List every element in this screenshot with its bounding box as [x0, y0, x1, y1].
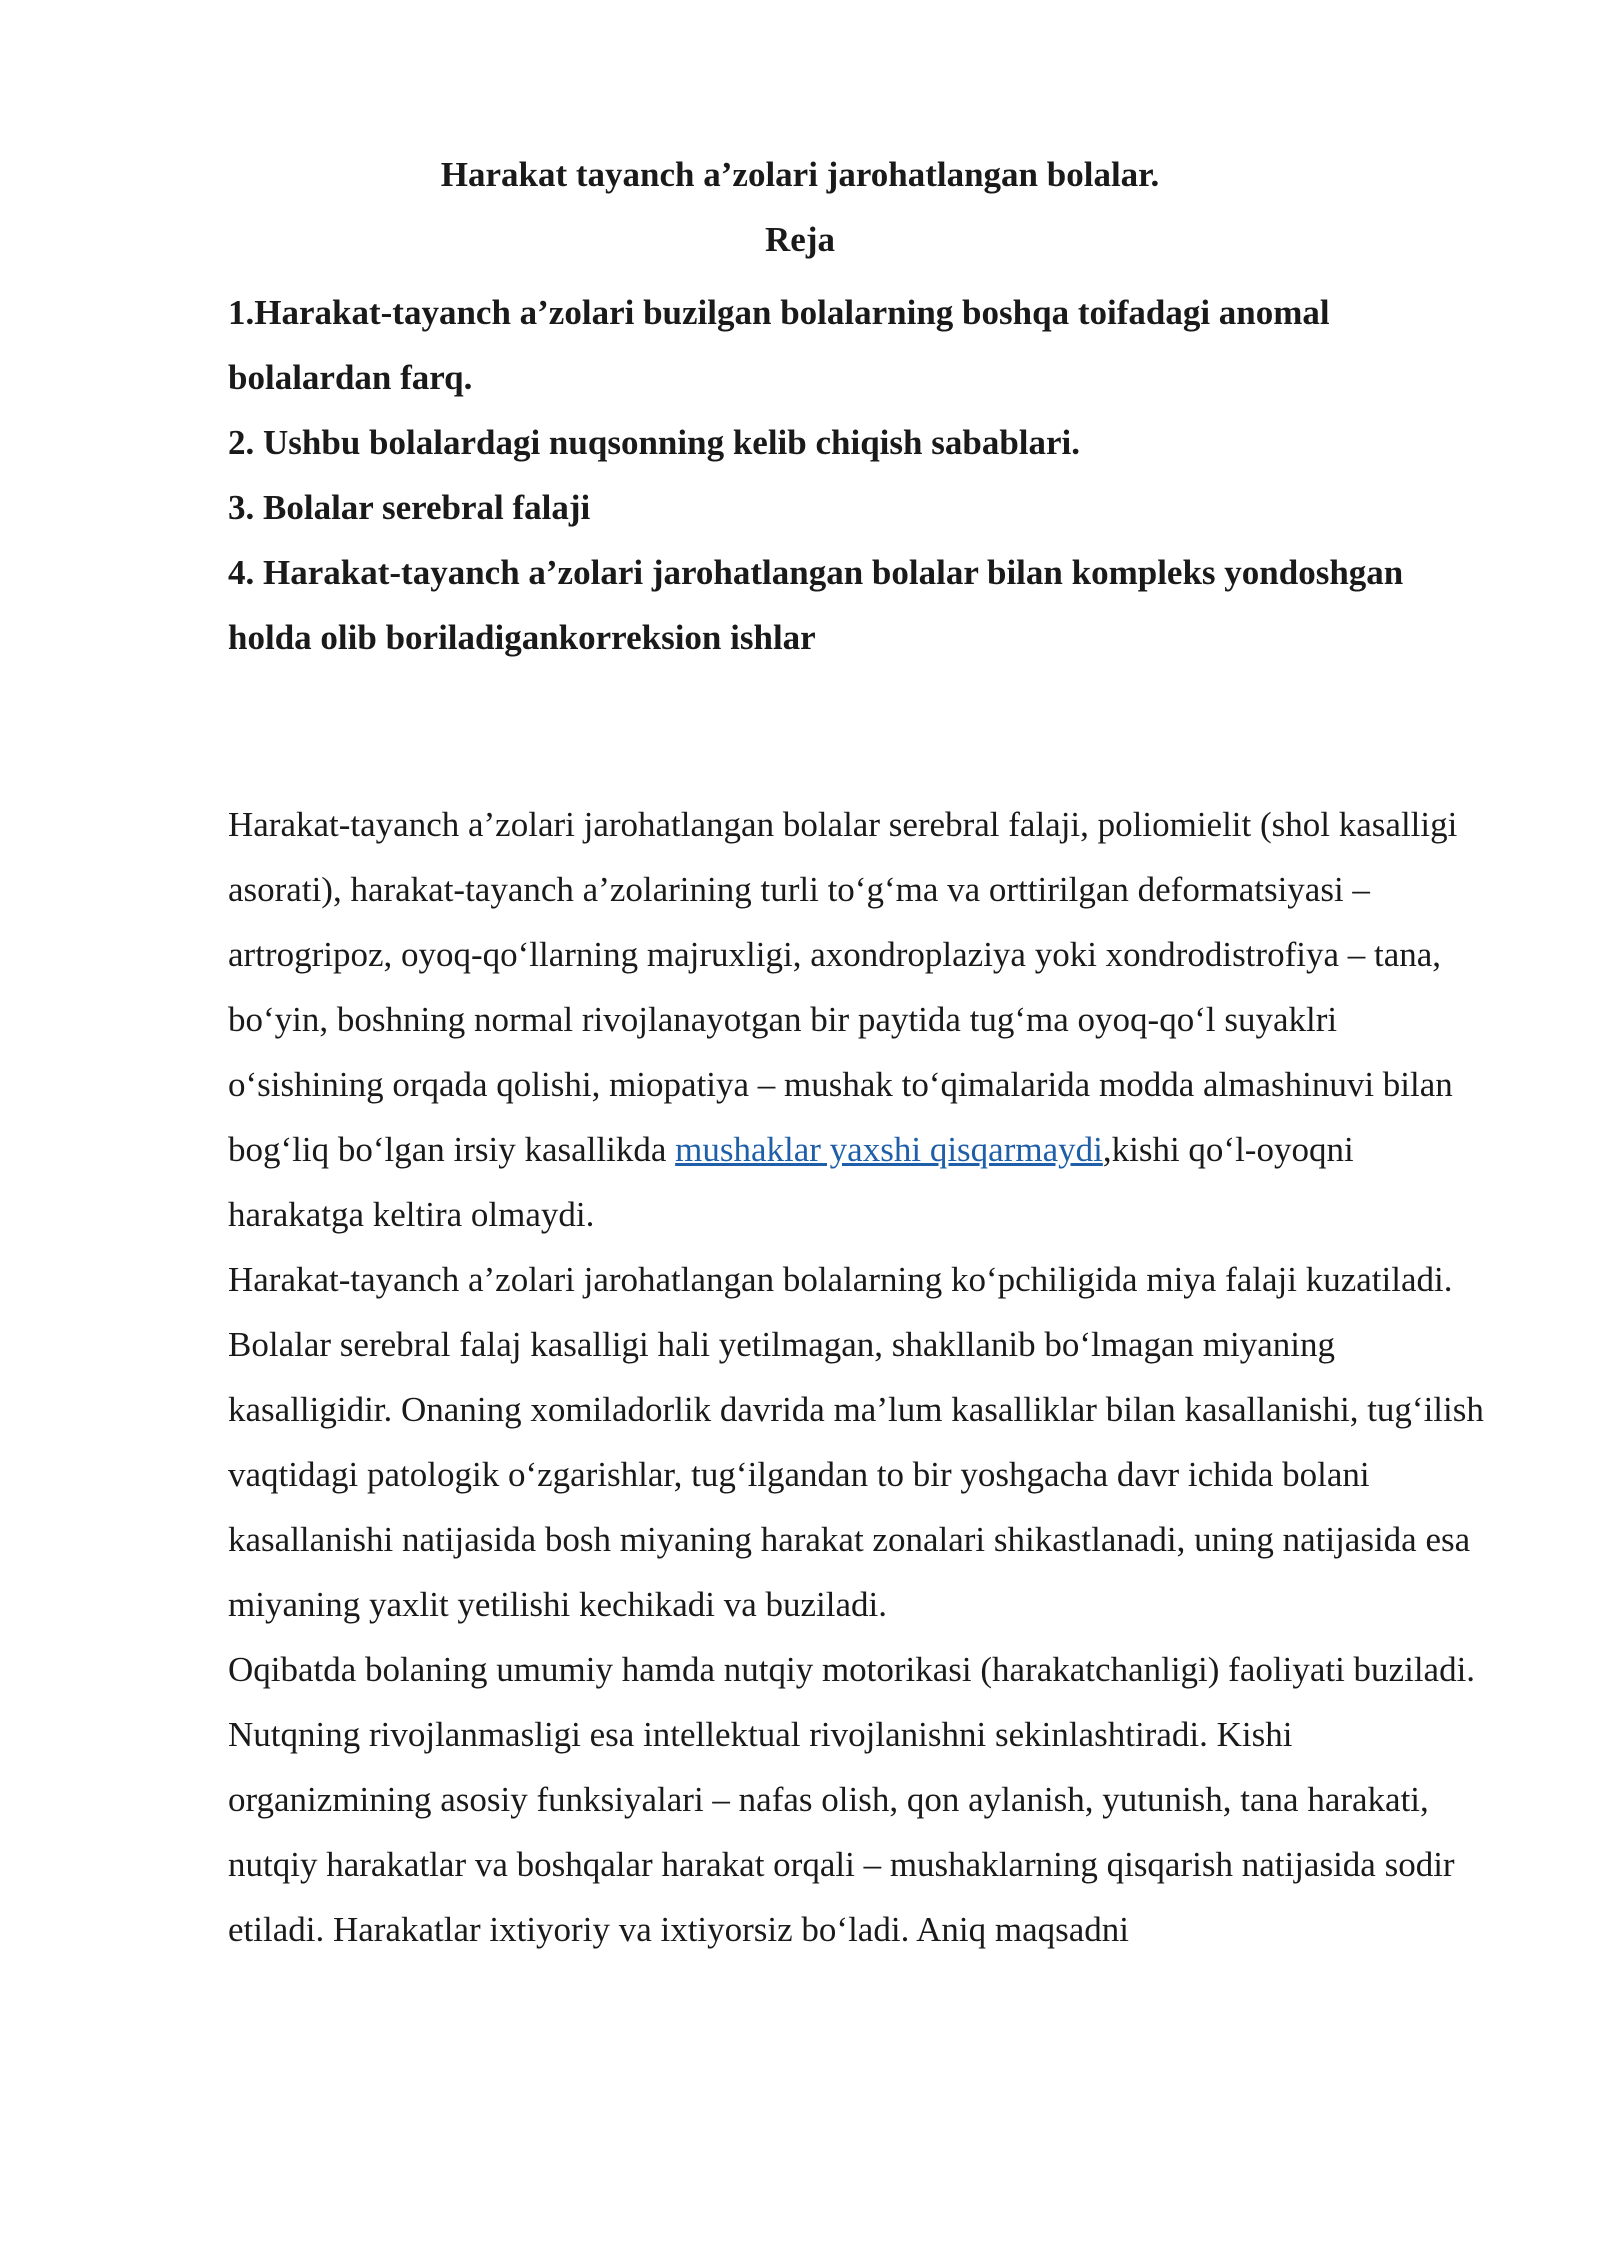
paragraph: [228, 792, 1498, 1247]
paragraph: Oqibatda bolaning umumiy hamda nutqiy motorikasi (harakatchanligi) faoliyati buziladi. Nutqning rivojlanmasligi esa intellektual rivojlanishni sekinlashtiradi. Kishi organizmining asosiy funksiyalari – nafas olish, qon aylanish, yutunish, tana harakati, nutqiy harakatlar va boshqalar harakat orqali – mushaklarning qisqarish natijasida sodir etiladi. Harakatlar ixtiyoriy va ixtiyorsiz bo‘ladi. Aniq maqsadni: [228, 1650, 1476, 1949]
paragraph-text: Harakat-tayanch a’zolari jarohatlangan bolalar serebral falaji, poliomielit (shol kasalligi asorati), harakat-tayanch a’zolarining turli to‘g‘ma va orttirilgan deformatsiyasi – artrogripoz, oyoq-qo‘llarning majruxligi, axondroplaziya yoki xondrodistrofiya – tana, bo‘yin, boshning normal rivojlanayotgan bir paytida tug‘ma oyoq-qo‘l suyaklri o‘sishining orqada qolishi, miopatiya – mushak to‘qimalarida modda almashinuvi bilan bog‘liq bo‘lgan irsiy kasallikda: [228, 805, 1458, 1169]
plan-item: 3. Bolalar serebral falaji: [228, 488, 591, 527]
plan-item: 4. Harakat-tayanch a’zolari jarohatlangan bolalar bilan kompleks yondoshgan holda olib boriladigankorreksion ishlar: [228, 553, 1404, 657]
paragraph: Harakat-tayanch a’zolari jarohatlangan bolalarning ko‘pchiligida miya falaji kuzatiladi. Bolalar serebral falaj kasalligi hali yetilmagan, shakllanib bo‘lmagan miyaning kasalligidir. Onaning xomiladorlik davrida ma’lum kasalliklar bilan kasallanishi, tug‘ilish vaqtidagi patologik o‘zgarishlar, tug‘ilgandan to bir yoshgacha davr ichida bolani kasallanishi natijasida bosh miyaning harakat zonalari shikastlanadi, uning natijasida esa miyaning yaxlit yetilishi kechikadi va buziladi.: [228, 1260, 1484, 1624]
plan-list: [228, 280, 1488, 670]
document-title: Harakat tayanch a’zolari jarohatlangan bolalar.: [440, 155, 1160, 194]
hyperlink-mushaklar[interactable]: mushaklar yaxshi qisqarmaydi: [675, 1130, 1103, 1169]
body-text: [228, 792, 1498, 1962]
paragraph-text: ,kishi qo‘l-oyoqni harakatga keltira olmaydi.: [228, 1130, 1354, 1234]
plan-heading: Reja: [765, 220, 835, 259]
plan-item: 1.Harakat-tayanch a’zolari buzilgan bolalarning boshqa toifadagi anomal bolalardan farq.: [228, 293, 1330, 397]
plan-item: 2. Ushbu bolalardagi nuqsonning kelib chiqish sabablari.: [228, 423, 1081, 462]
